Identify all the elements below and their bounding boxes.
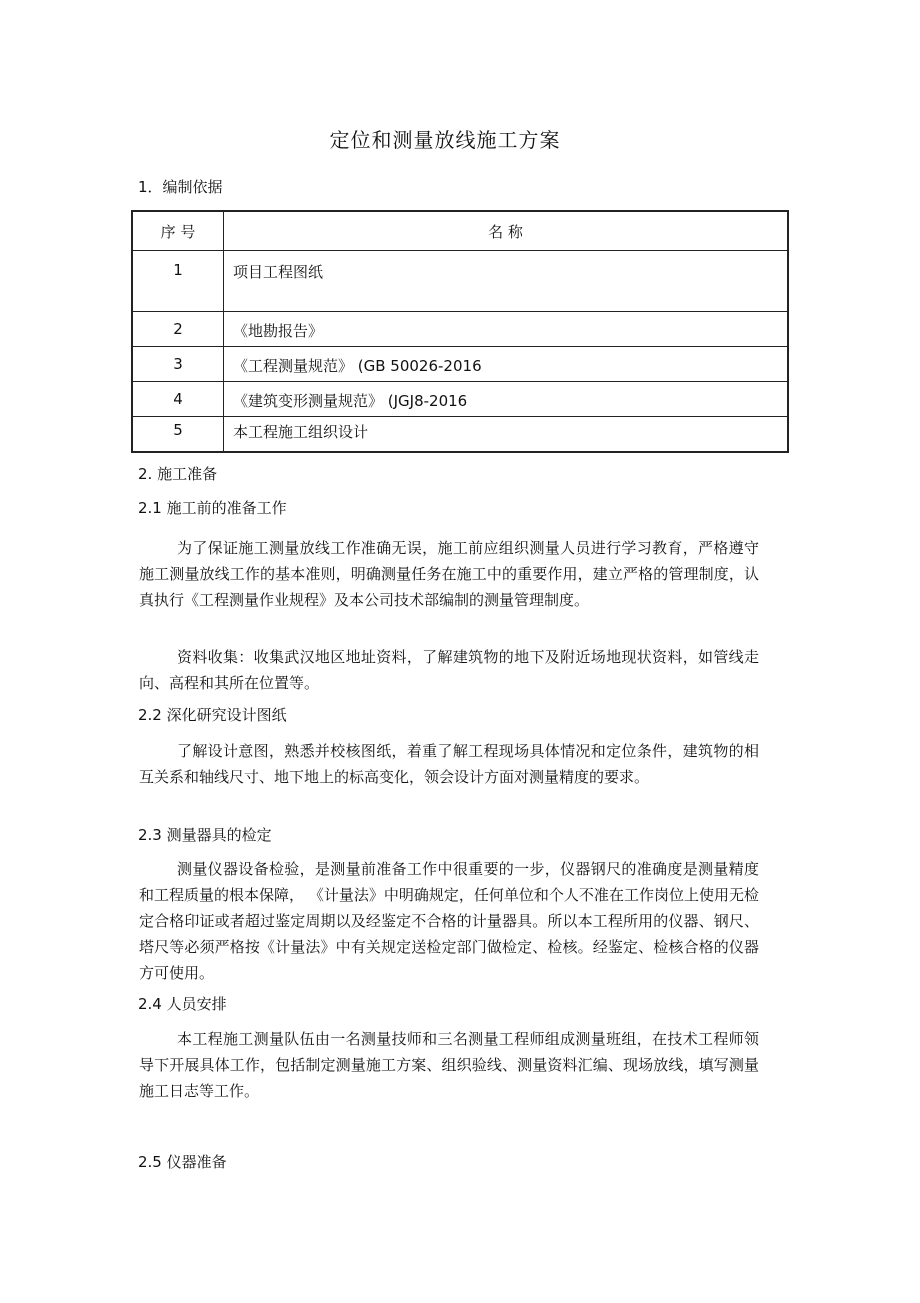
document-title: 定位和测量放线施工方案: [329, 128, 561, 152]
header-number: 序 号: [132, 211, 224, 251]
subsection-heading-2-2: 2.2 深化研究设计图纸: [138, 706, 287, 724]
subsection-heading-2-4: 2.4 人员安排: [138, 995, 227, 1013]
paragraph-2-1-a: 为了保证施工测量放线工作准确无误，施工前应组织测量人员进行学习教育，严格遵守施工测量放线工作的基本准则，明确测量任务在施工中的重要作用，建立严格的管理制度，认真执行《工程测量作业规程》及本公司技术部编制的测量管理制度。: [139, 539, 759, 609]
section-heading-2: 2. 施工准备: [138, 465, 218, 483]
table-row: [132, 312, 788, 347]
subsection-heading-2-3: 2.3 测量器具的检定: [138, 826, 272, 844]
row-number: 1: [132, 251, 224, 312]
row-name: 项目工程图纸: [224, 251, 789, 312]
row-name: 《建筑变形测量规范》 (JGJ8-2016: [224, 382, 789, 417]
header-name: [224, 211, 789, 251]
header-name-label: 名 称: [488, 222, 523, 241]
row-name: 《工程测量规范》 (GB 50026-2016: [224, 347, 789, 382]
paragraph-2-3: 测量仪器设备检验，是测量前准备工作中很重要的一步，仪器钢尺的准确度是测量精度和工程质量的根本保障， 《计量法》中明确规定，任何单位和个人不准在工作岗位上使用无检定合格印证或者超过鉴定周期以及经鉴定不合格的计量器具。所以本工程所用的仪器、钢尺、塔尺等必须严格按《计量法》中有关规定送检定部门做检定、检核。经鉴定、检核合格的仪器方可使用。: [139, 860, 759, 982]
subsection-heading-2-1: 2.1 施工前的准备工作: [138, 499, 287, 517]
table-row: [132, 417, 788, 453]
table-row: [132, 251, 788, 312]
subsection-heading-2-5: 2.5 仪器准备: [138, 1153, 227, 1171]
row-number: 2: [132, 312, 224, 347]
reference-table: [131, 210, 789, 453]
table-row: [132, 347, 788, 382]
paragraph-2-4: 本工程施工测量队伍由一名测量技师和三名测量工程师组成测量班组，在技术工程师领导下开展具体工作，包括制定测量施工方案、组织验线、测量资料汇编、现场放线，填写测量施工日志等工作。: [139, 1030, 759, 1100]
row-name: 《地勘报告》: [224, 312, 789, 347]
row-number: 4: [132, 382, 224, 417]
paragraph-2-2: 了解设计意图，熟悉并校核图纸，着重了解工程现场具体情况和定位条件，建筑物的相互关系和轴线尺寸、地下地上的标高变化，领会设计方面对测量精度的要求。: [139, 742, 759, 786]
paragraph-2-1-b: 资料收集：收集武汉地区地址资料，了解建筑物的地下及附近场地现状资料，如管线走向、高程和其所在位置等。: [139, 648, 759, 692]
row-number: 3: [132, 347, 224, 382]
table-row: [132, 382, 788, 417]
table-header-row: [132, 211, 788, 251]
row-name: 本工程施工组织设计: [224, 417, 789, 453]
section-heading-1: 1．编制依据: [138, 178, 223, 196]
row-number: 5: [132, 417, 224, 453]
